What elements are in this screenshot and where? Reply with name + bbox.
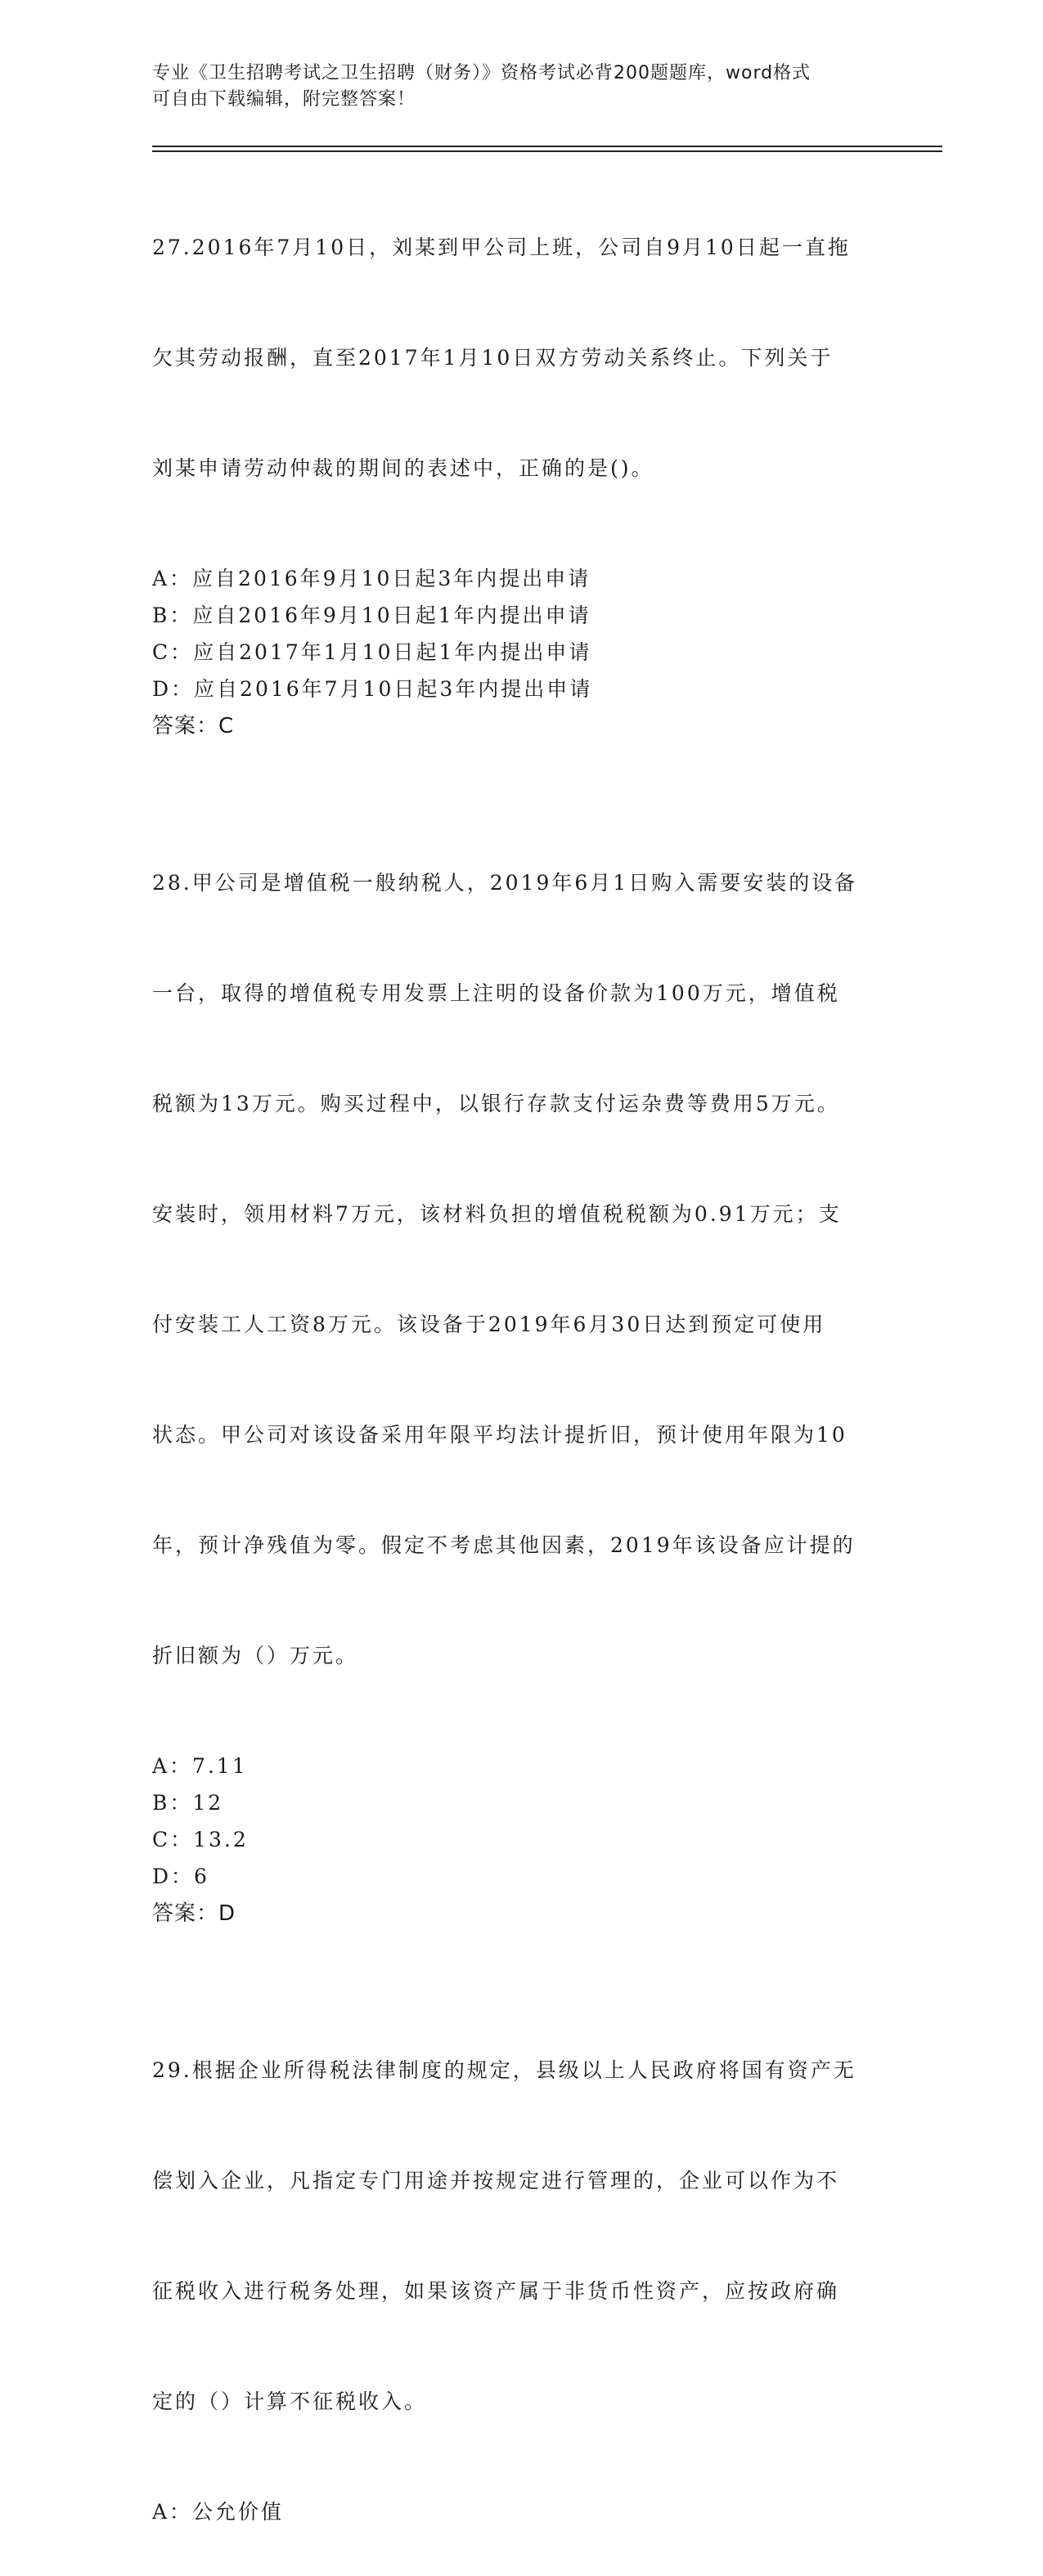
- option-d: D：6: [152, 1865, 209, 1888]
- stem-line: 一台，取得的增值税专用发票上注明的设备价款为100万元，增值税: [152, 981, 840, 1005]
- option-b: B：12: [152, 1791, 224, 1815]
- answer-label: 答案：D: [152, 1901, 236, 1926]
- stem-line: 年，预计净残值为零。假定不考虑其他因素，2019年该设备应计提的: [152, 1533, 856, 1557]
- stem-line: 29.根据企业所得税法律制度的规定，县级以上人民政府将国有资产无: [152, 2058, 856, 2082]
- document-header: [152, 61, 872, 113]
- stem-line: 安装时，领用材料7万元，该材料负担的增值税税额为0.91万元；支: [152, 1202, 842, 1226]
- stem-line: 征税收入进行税务处理，如果该资产属于非货币性资产，应按政府确: [152, 2279, 840, 2303]
- question-stem: [152, 791, 888, 1748]
- stem-line: 刘某申请劳动仲裁的期间的表述中，正确的是()。: [152, 456, 654, 480]
- question-stem: [152, 155, 888, 560]
- stem-line: 定的（）计算不征税收入。: [152, 2390, 428, 2413]
- question-28: [152, 791, 888, 1932]
- question-29: [152, 1978, 888, 2530]
- header-line-1: 专业《卫生招聘考试之卫生招聘（财务）》资格考试必背200题题库，word格式: [152, 63, 811, 83]
- stem-line: 折旧额为（）万元。: [152, 1644, 359, 1667]
- header-line-2: 可自由下载编辑，附完整答案！: [152, 89, 416, 110]
- stem-line: 欠其劳动报酬，直至2017年1月10日双方劳动关系终止。下列关于: [152, 346, 834, 370]
- header-divider-bottom: [152, 150, 942, 152]
- stem-line: 偿划入企业，凡指定专门用途并按规定进行管理的，企业可以作为不: [152, 2169, 840, 2192]
- question-list: [152, 155, 888, 2576]
- option-a: A：应自2016年9月10日起3年内提出申请: [152, 567, 591, 590]
- question-27: [152, 155, 888, 745]
- option-d: D：应自2016年7月10日起3年内提出申请: [152, 677, 593, 701]
- option-b: B：应自2016年9月10日起1年内提出申请: [152, 604, 591, 627]
- header-divider-top: [152, 146, 942, 147]
- option-a: A：公允价值: [152, 2500, 285, 2524]
- stem-line: 税额为13万元。购买过程中，以银行存款支付运杂费等费用5万元。: [152, 1092, 840, 1115]
- stem-line: 28.甲公司是增值税一般纳税人，2019年6月1日购入需要安装的设备: [152, 871, 858, 895]
- option-c: C：13.2: [152, 1828, 249, 1851]
- stem-line: 付安装工人工资8万元。该设备于2019年6月30日达到预定可使用: [152, 1313, 826, 1336]
- answer-label: 答案：C: [152, 714, 235, 738]
- stem-line: 状态。甲公司对该设备采用年限平均法计提折旧，预计使用年限为10: [152, 1423, 847, 1447]
- stem-line: 27.2016年7月10日，刘某到甲公司上班，公司自9月10日起一直拖: [152, 236, 851, 259]
- option-c: C：应自2017年1月10日起1年内提出申请: [152, 640, 592, 664]
- option-a: A：7.11: [152, 1754, 248, 1778]
- question-stem: [152, 1978, 888, 2493]
